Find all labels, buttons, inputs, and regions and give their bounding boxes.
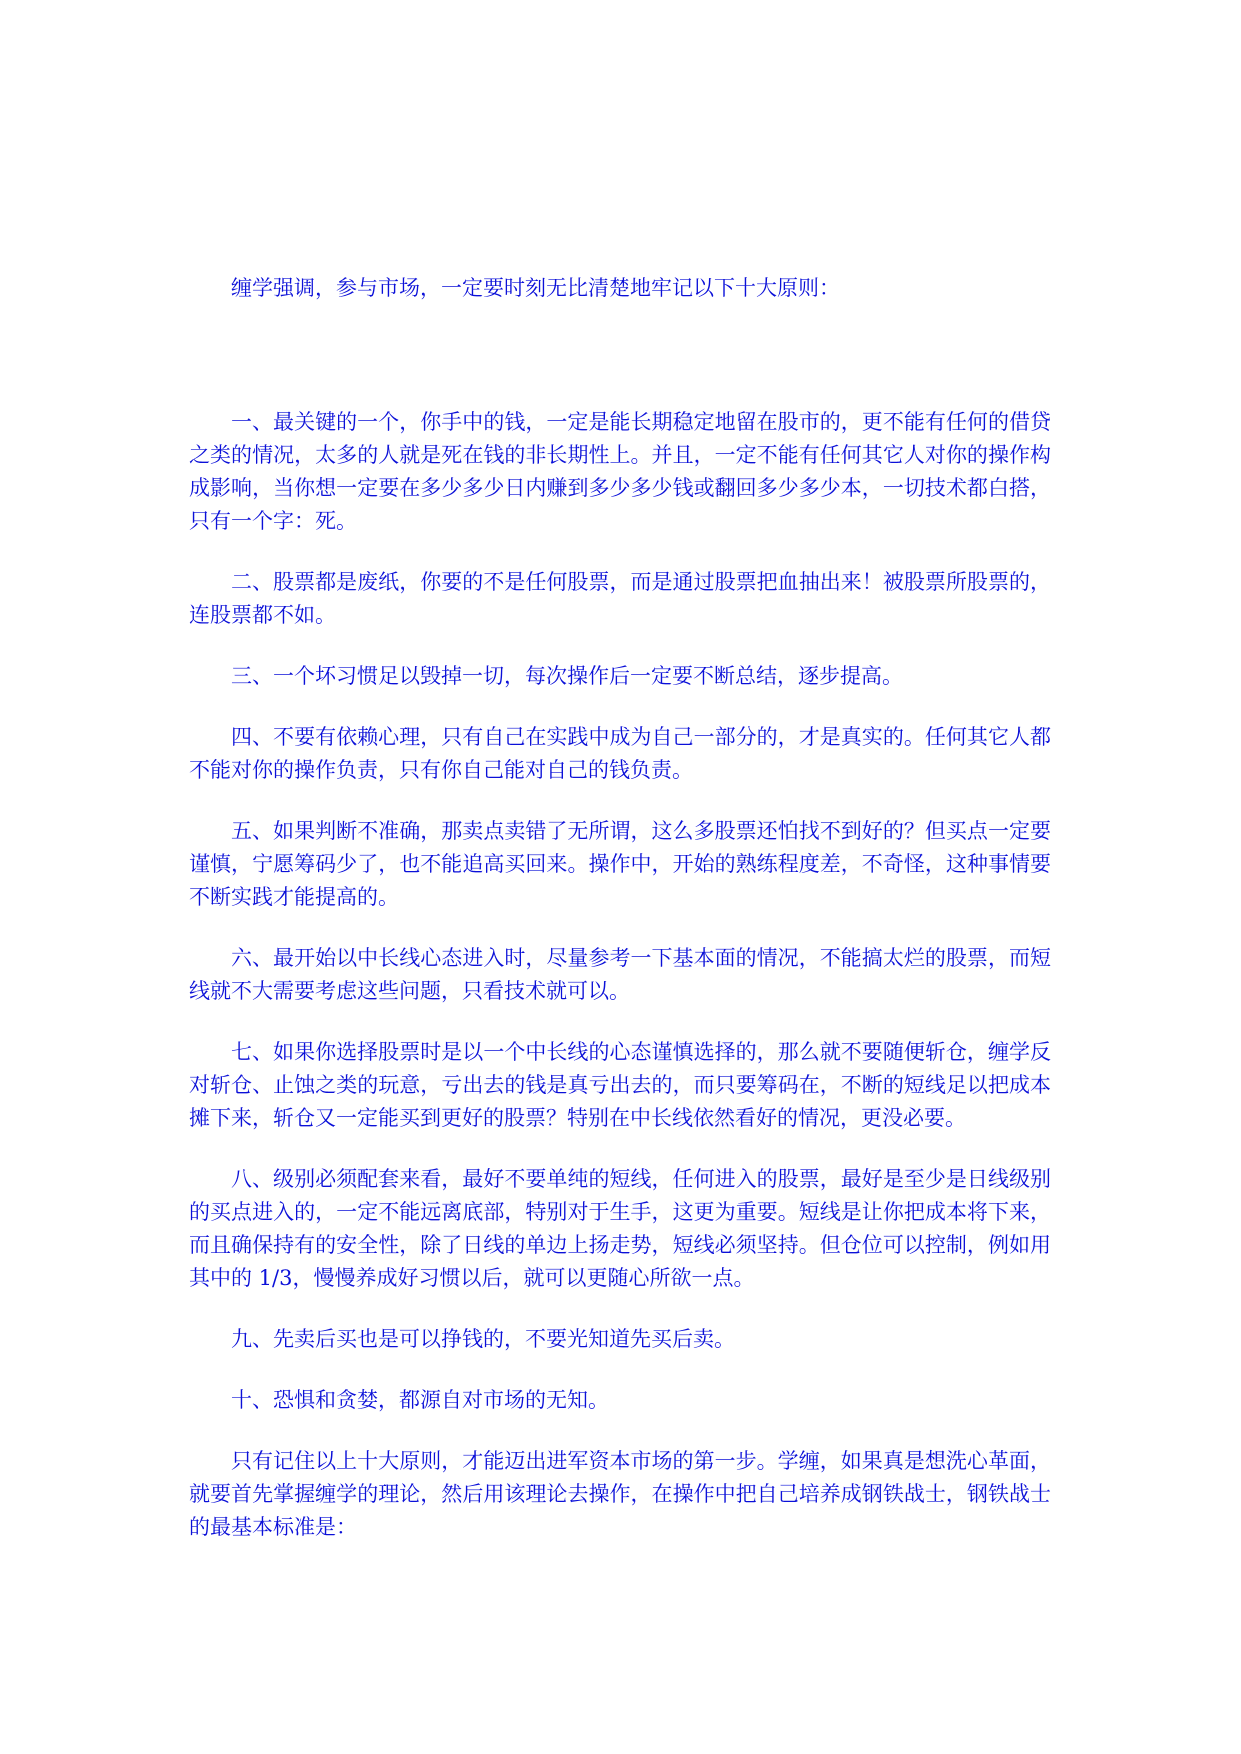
principle-7: 七、如果你选择股票时是以一个中长线的心态谨慎选择的，那么就不要随便斩仓，缠学反对斩仓、止蚀之类的玩意，亏出去的钱是真亏出去的，而只要筹码在，不断的短线足以把成本摊下来，斩仓又一定能买到更好的股票？特别在中长线依然看好的情况，更没必要。 xyxy=(189,1040,1051,1130)
principle-4: 四、不要有依赖心理，只有自己在实践中成为自己一部分的，才是真实的。任何其它人都不能对你的操作负责，只有你自己能对自己的钱负责。 xyxy=(189,725,1051,782)
principle-8: 八、级别必须配套来看，最好不要单纯的短线，任何进入的股票，最好是至少是日线级别的买点进入的，一定不能远离底部，特别对于生手，这更为重要。短线是让你把成本将下来，而且确保持有的安全性，除了日线的单边上扬走势，短线必须坚持。但仓位可以控制，例如用其中的 1/3，慢慢养成好习惯以后，就可以更随心所欲一点。 xyxy=(189,1167,1051,1290)
closing-paragraph: 只有记住以上十大原则，才能迈出进军资本市场的第一步。学缠，如果真是想洗心革面，就要首先掌握缠学的理论，然后用该理论去操作，在操作中把自己培养成钢铁战士，钢铁战士的最基本标准是： xyxy=(189,1449,1051,1539)
document-body xyxy=(189,272,1051,1544)
principle-1: 一、最关键的一个，你手中的钱，一定是能长期稳定地留在股市的，更不能有任何的借贷之类的情况，太多的人就是死在钱的非长期性上。并且，一定不能有任何其它人对你的操作构成影响，当你想一定要在多少多少日内赚到多少多少钱或翻回多少多少本，一切技术都白搭，只有一个字：死。 xyxy=(189,410,1051,533)
principle-9: 九、先卖后买也是可以挣钱的，不要光知道先买后卖。 xyxy=(231,1327,735,1351)
principle-6: 六、最开始以中长线心态进入时，尽量参考一下基本面的情况，不能搞太烂的股票，而短线就不大需要考虑这些问题，只看技术就可以。 xyxy=(189,946,1051,1003)
principle-5: 五、如果判断不准确，那卖点卖错了无所谓，这么多股票还怕找不到好的？但买点一定要谨慎，宁愿筹码少了，也不能追高买回来。操作中，开始的熟练程度差，不奇怪，这种事情要不断实践才能提高的。 xyxy=(189,819,1051,909)
intro-paragraph: 缠学强调，参与市场，一定要时刻无比清楚地牢记以下十大原则： xyxy=(231,276,840,300)
principle-10: 十、恐惧和贪婪，都源自对市场的无知。 xyxy=(231,1388,609,1412)
principle-2: 二、股票都是废纸，你要的不是任何股票，而是通过股票把血抽出来！被股票所股票的，连股票都不如。 xyxy=(189,570,1051,627)
principle-3: 三、一个坏习惯足以毁掉一切，每次操作后一定要不断总结，逐步提高。 xyxy=(231,664,903,688)
